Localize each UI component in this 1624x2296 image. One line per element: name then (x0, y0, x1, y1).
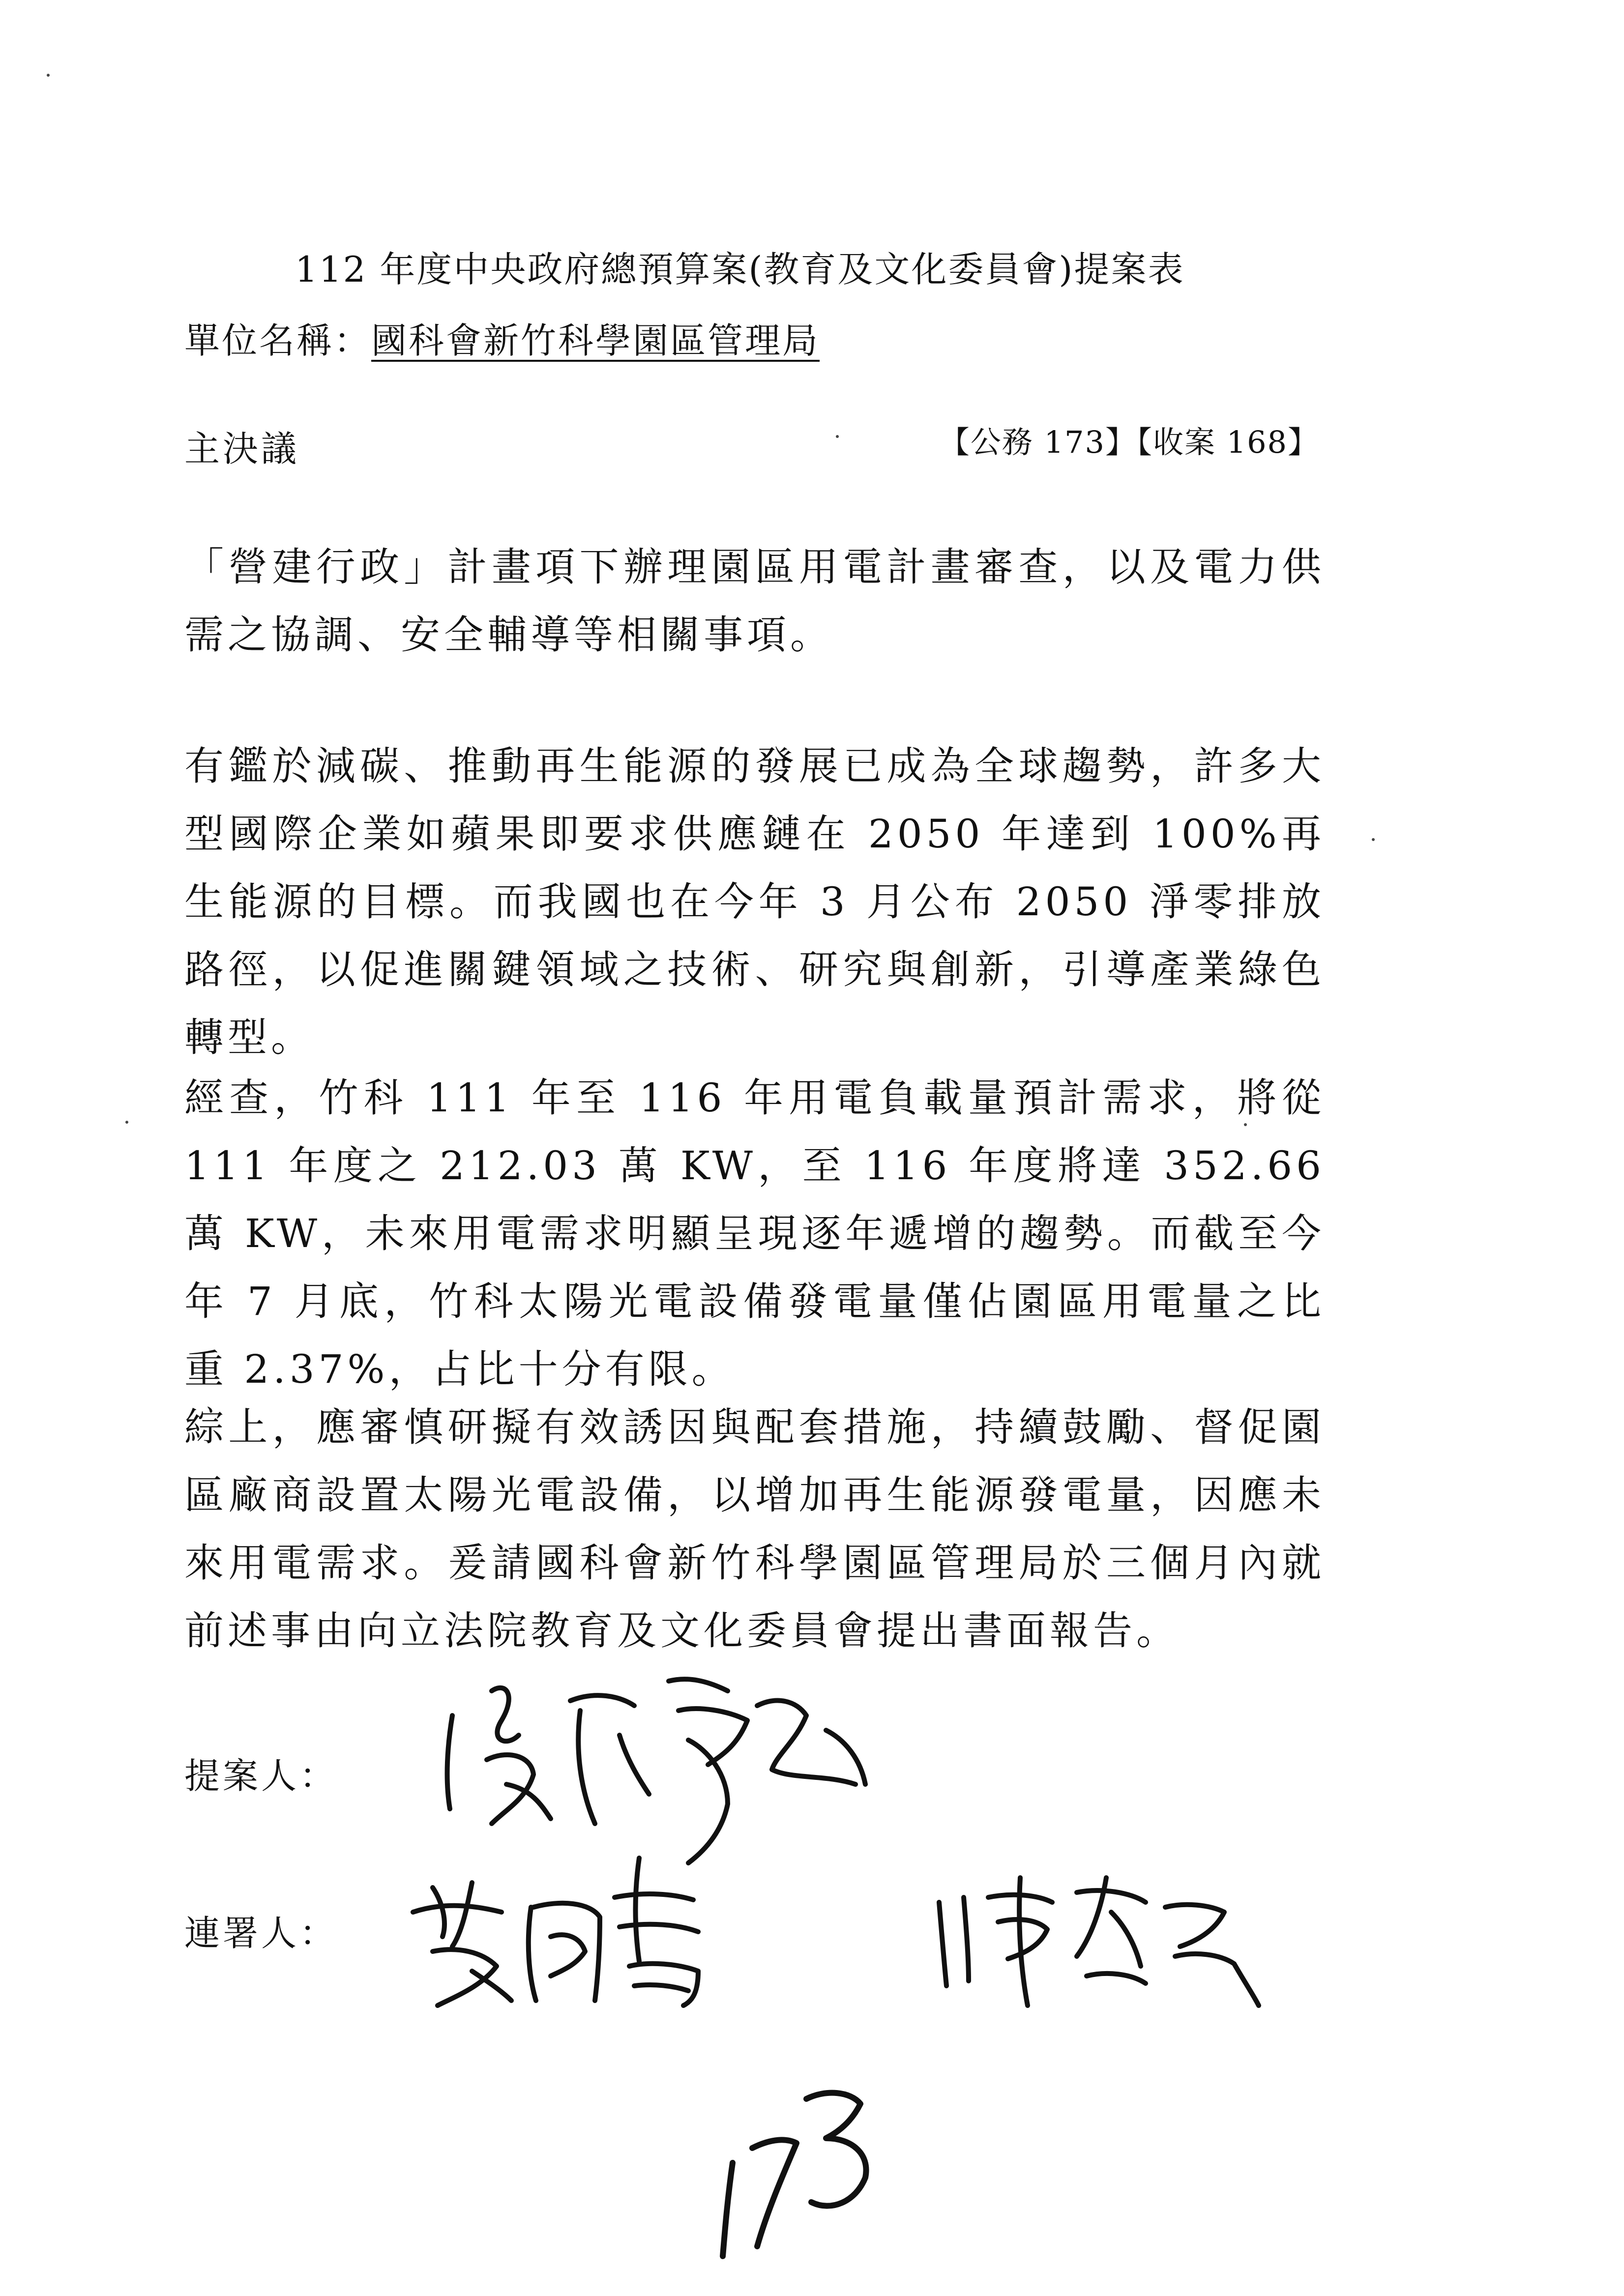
proposer-signature (433, 1661, 993, 1868)
unit-label: 單位名稱： (184, 320, 372, 361)
scan-speck (125, 1121, 128, 1124)
body-paragraph: 經查，竹科 111 年至 116 年用電負載量預計需求，將從 111 年度之 212.03 萬 KW，至 116 年度將達 352.66 萬 KW，未來用電需求明顯呈現逐年遞增的趨勢。而截至今年 7 月底，竹科太陽光電設備發電量僅佔園區用電量之比重 2.37%，占比十分有限。 (184, 1075, 1325, 1392)
scan-speck (1244, 1123, 1247, 1126)
scan-speck (836, 435, 839, 438)
unit-name: 國科會新竹科學園區管理局 (371, 320, 820, 361)
cosigner-signature-1 (403, 1853, 757, 2015)
body-paragraph: 有鑑於減碳、推動再生能源的發展已成為全球趨勢，許多大型國際企業如蘋果即要求供應鏈在 2050 年達到 100%再生能源的目標。而我國也在今年 3 月公布 2050 淨零排放路徑，以促進關鍵領域之技術、研究與創新，引導產業綠色轉型。 (184, 743, 1325, 1060)
proposer-label: 提案人： (184, 1755, 338, 1797)
case-number: 【公務 173】【收案 168】 (939, 424, 1319, 460)
body-paragraph: 「營建行政」計畫項下辦理園區用電計畫審查，以及電力供需之協調、安全輔導等相關事項。 (184, 544, 1325, 658)
resolution-label: 主決議 (184, 428, 300, 469)
handwritten-page-number (703, 2079, 880, 2266)
form-title: 112 年度中央政府總預算案(教育及文化委員會)提案表 (295, 249, 1185, 290)
scan-speck (1372, 838, 1375, 841)
cosigner-signature-2 (929, 1868, 1264, 2015)
scan-speck (47, 74, 50, 77)
body-paragraph: 綜上，應審慎研擬有效誘因與配套措施，持續鼓勵、督促園區廠商設置太陽光電設備，以增加再生能源發電量，因應未來用電需求。爰請國科會新竹科學園區管理局於三個月內就前述事由向立法院教育及文化委員會提出書面報告。 (184, 1404, 1325, 1654)
cosigner-label: 連署人： (184, 1913, 338, 1954)
unit-row (184, 312, 820, 363)
